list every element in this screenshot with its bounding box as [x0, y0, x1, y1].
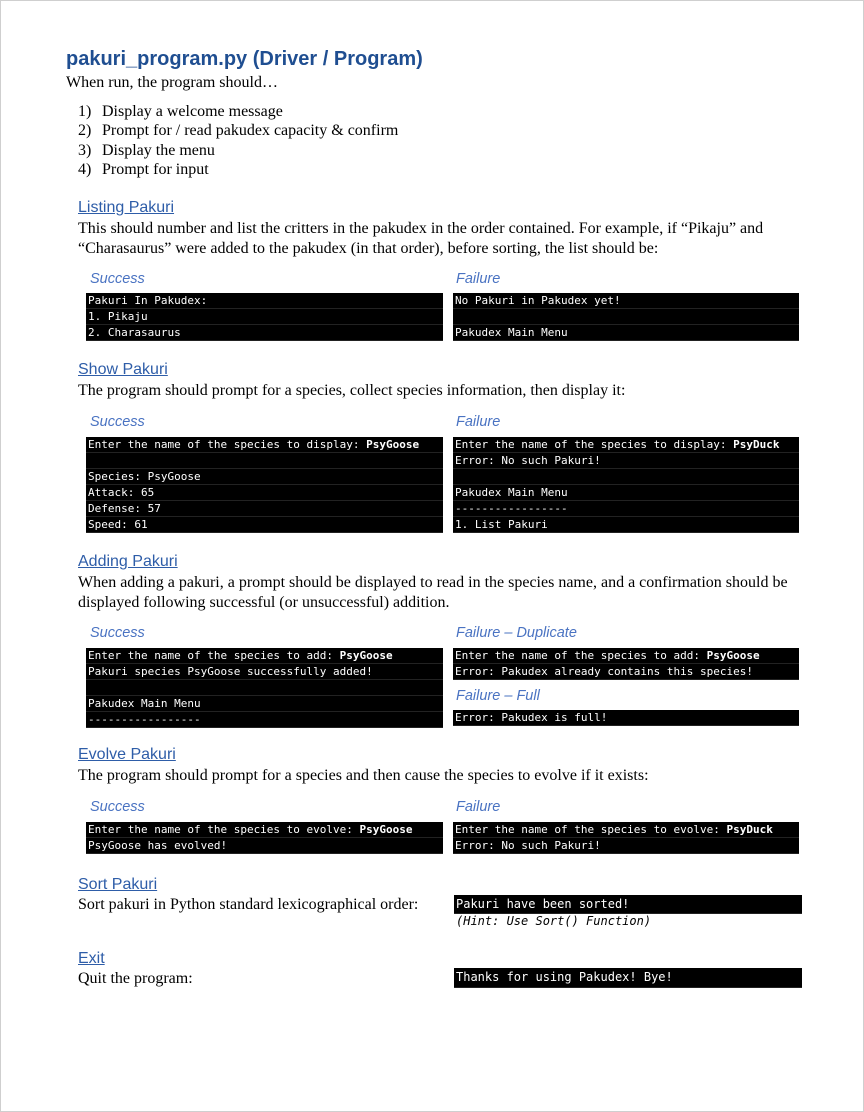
show-failure-label: Failure — [456, 414, 501, 430]
adding-full-label: Failure – Full — [456, 688, 540, 704]
adding-duplicate-terminal: Enter the name of the species to add: PsyGoose Error: Pakudex already contains this species! — [453, 648, 799, 680]
sort-hint: (Hint: Use Sort() Function) — [456, 914, 652, 928]
adding-heading[interactable]: Adding Pakuri — [78, 553, 178, 570]
exit-heading[interactable]: Exit — [78, 950, 105, 967]
listing-description: This should number and list the critters in the pakudex in the order contained. For example, if “Pikaju” and “Charasaurus” were added to the pakudex (in that order), before sorting, the list should be: — [78, 220, 764, 257]
evolve-failure-terminal: Enter the name of the species to evolve: PsyDuck Error: No such Pakuri! — [453, 822, 799, 854]
page-title: pakuri_program.py (Driver / Program) — [66, 48, 423, 70]
list-item: 2) Prompt for / read pakudex capacity & confirm — [78, 122, 399, 139]
adding-full-terminal: Error: Pakudex is full! — [453, 710, 799, 726]
show-heading[interactable]: Show Pakuri — [78, 361, 168, 378]
evolve-success-terminal: Enter the name of the species to evolve: PsyGoose PsyGoose has evolved! — [86, 822, 443, 854]
list-item: 1) Display a welcome message — [78, 103, 283, 120]
sort-description: Sort pakuri in Python standard lexicographical order: — [78, 896, 419, 913]
intro-text: When run, the program should… — [66, 74, 278, 91]
list-item: 3) Display the menu — [78, 142, 215, 159]
evolve-success-label: Success — [90, 799, 145, 815]
listing-success-label: Success — [90, 271, 145, 287]
listing-failure-terminal: No Pakuri in Pakudex yet! Pakudex Main Menu — [453, 293, 799, 341]
adding-duplicate-label: Failure – Duplicate — [456, 625, 577, 641]
listing-failure-label: Failure — [456, 271, 501, 287]
evolve-failure-label: Failure — [456, 799, 501, 815]
adding-success-label: Success — [90, 625, 145, 641]
show-description: The program should prompt for a species, collect species information, then display it: — [78, 382, 626, 399]
list-item: 4) Prompt for input — [78, 161, 209, 178]
evolve-heading[interactable]: Evolve Pakuri — [78, 746, 176, 763]
exit-terminal: Thanks for using Pakudex! Bye! — [454, 968, 802, 988]
listing-heading[interactable]: Listing Pakuri — [78, 199, 175, 216]
adding-success-terminal: Enter the name of the species to add: PsyGoose Pakuri species PsyGoose successfully added! Pakudex Main Menu ----------------- — [86, 648, 443, 728]
evolve-description: The program should prompt for a species and then cause the species to evolve if it exists: — [78, 767, 649, 784]
sort-terminal: Pakuri have been sorted! — [454, 895, 802, 914]
show-success-terminal: Enter the name of the species to display: PsyGoose Species: PsyGoose Attack: 65 Defense: 57 Speed: 61 — [86, 437, 443, 533]
listing-success-terminal: Pakuri In Pakudex: 1. Pikaju 2. Charasaurus — [86, 293, 443, 341]
exit-description: Quit the program: — [78, 970, 193, 987]
show-failure-terminal: Enter the name of the species to display: PsyDuck Error: No such Pakuri! Pakudex Main Menu ----------------- 1. List Pakuri — [453, 437, 799, 533]
sort-heading[interactable]: Sort Pakuri — [78, 876, 158, 893]
adding-description: When adding a pakuri, a prompt should be displayed to read in the species name, and a confirmation should be displayed following successful (or unsuccessful) addition. — [78, 574, 788, 611]
show-success-label: Success — [90, 414, 145, 430]
